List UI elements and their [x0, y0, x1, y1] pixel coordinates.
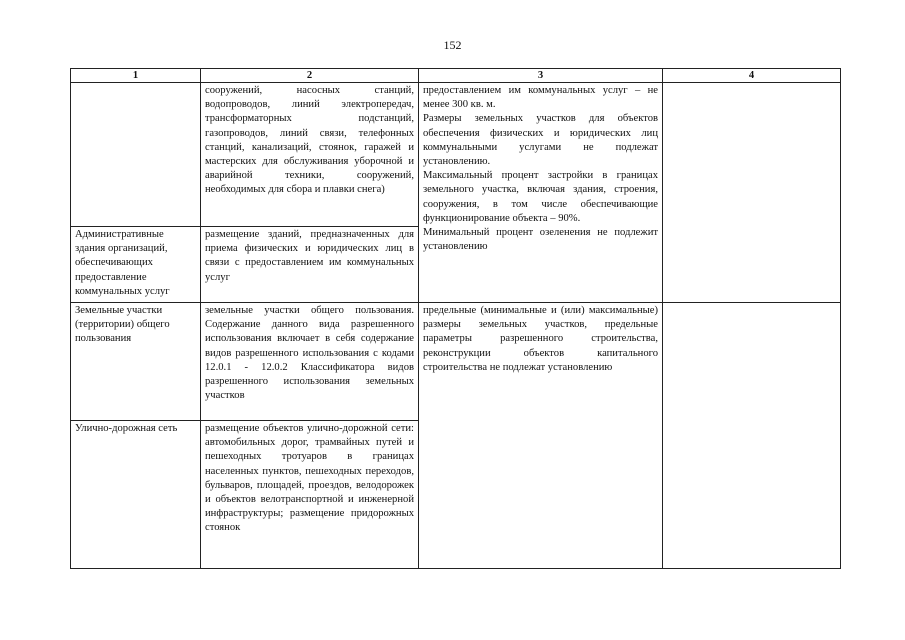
row2-col2: размещение зданий, предназначенных для приема физических и юридических лиц в связи с предоставлением им коммунальных услуг [201, 227, 419, 303]
row2-col1: Административные здания организаций, обеспечивающих предоставление коммунальных услуг [71, 227, 201, 303]
column-header-3: 3 [419, 69, 663, 83]
col3-paragraph: Максимальный процент застройки в границах земельного участка, включая здания, строения, сооружения, в том числе обеспечивающие функционирование объекта – 90%. [423, 170, 658, 224]
col3-paragraph: Минимальный процент озеленения не подлежит установлению [423, 227, 658, 253]
row4-col2: размещение объектов улично-дорожной сети: автомобильных дорог, трамвайных путей и пешеходных тротуаров в границах населенных пунктов, пешеходных переходов, бульваров, площадей, проездов, велодорожек и объектов велотранспортной и инженерной инфраструктуры; размещение придорожных стоянок [201, 421, 419, 569]
row-group2-col3: предельные (минимальные и (или) максимальные) размеры земельных участков, предельные параметры разрешенного строительства, реконструкции объектов капитального строительства не подлежат установлению [419, 303, 663, 569]
table-header-row [71, 69, 841, 83]
col3-paragraph: Размеры земельных участков для объектов обеспечения физических и юридических лиц коммунальными услугами не подлежат установлению. [423, 113, 658, 168]
column-header-1: 1 [71, 69, 201, 83]
column-header-2: 2 [201, 69, 419, 83]
row1-col2: сооружений, насосных станций, водопроводов, линий электропередач, трансформаторных подстанций, газопроводов, линий связи, телефонных станций, канализаций, стоянок, гаражей и мастерских для обслуживания уборочной и аварийной техники, сооружений, необходимых для сбора и плавки снега) [201, 83, 419, 227]
col3-paragraph: предоставлением им коммунальных услуг – не менее 300 кв. м. [423, 85, 658, 111]
row1-col1 [71, 83, 201, 227]
page-number: 152 [443, 38, 462, 52]
row3-col2: земельные участки общего пользования. Содержание данного вида разрешенного использования включает в себя содержание видов разрешенного использования с кодами 12.0.1 - 12.0.2 Классификатора видов разрешенного использования земельных участков [201, 303, 419, 421]
table-row [71, 83, 841, 227]
row4-col1: Улично-дорожная сеть [71, 421, 201, 569]
table-row [71, 303, 841, 421]
column-header-4: 4 [663, 69, 841, 83]
row-group1-col4 [663, 83, 841, 303]
document-table [70, 68, 841, 569]
row-group2-col4 [663, 303, 841, 569]
row3-col1: Земельные участки (территории) общего пользования [71, 303, 201, 421]
row-group1-col3 [419, 83, 663, 303]
